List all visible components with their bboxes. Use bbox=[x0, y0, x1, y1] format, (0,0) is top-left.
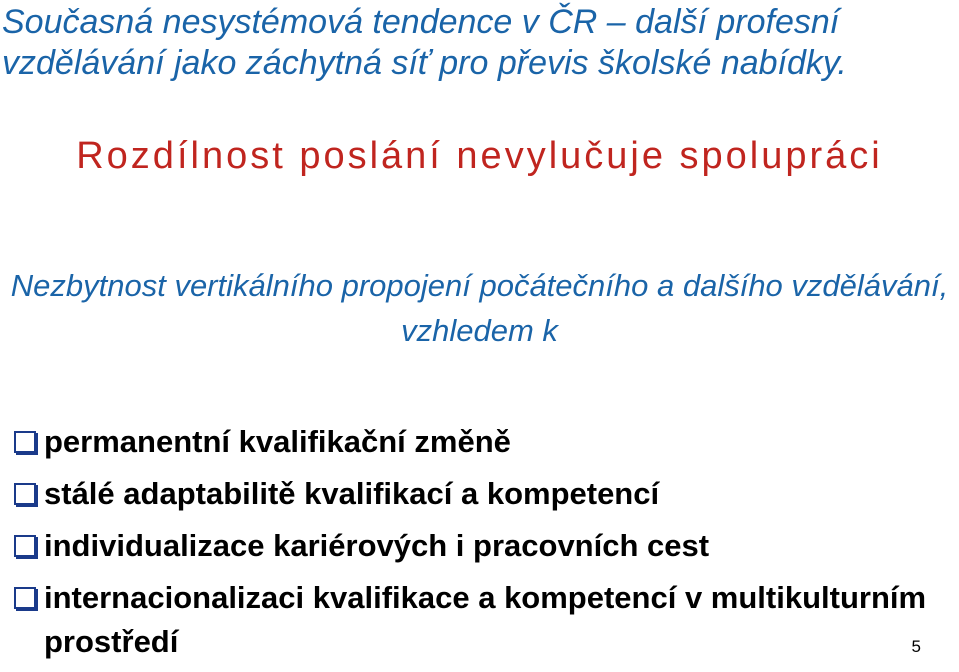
bullet-list bbox=[14, 420, 934, 672]
bullet-item bbox=[14, 576, 934, 664]
bullet-text: permanentní kvalifikační změně bbox=[44, 424, 511, 459]
slide-title: Současná nesystémová tendence v ČR – další profesní vzdělávání jako záchytná síť pro převis školské nabídky. bbox=[2, 3, 847, 82]
bullet-text: stálé adaptabilitě kvalifikací a kompetencí bbox=[44, 476, 660, 511]
checkbox-icon bbox=[14, 535, 36, 557]
main-heading: Rozdílnost poslání nevylučuje spolupráci bbox=[76, 135, 883, 177]
checkbox-icon bbox=[14, 431, 36, 453]
subheading: Nezbytnost vertikálního propojení počátečního a dalšího vzdělávání, vzhledem k bbox=[10, 268, 949, 348]
checkbox-icon bbox=[14, 483, 36, 505]
bullet-text: internacionalizaci kvalifikace a kompetencí v multikulturním prostředí bbox=[44, 580, 927, 659]
page-number: 5 bbox=[911, 637, 921, 656]
bullet-item bbox=[14, 420, 934, 464]
bullet-item bbox=[14, 524, 934, 568]
checkbox-icon bbox=[14, 587, 36, 609]
bullet-item bbox=[14, 472, 934, 516]
bullet-text: individualizace kariérových i pracovních cest bbox=[44, 528, 710, 563]
